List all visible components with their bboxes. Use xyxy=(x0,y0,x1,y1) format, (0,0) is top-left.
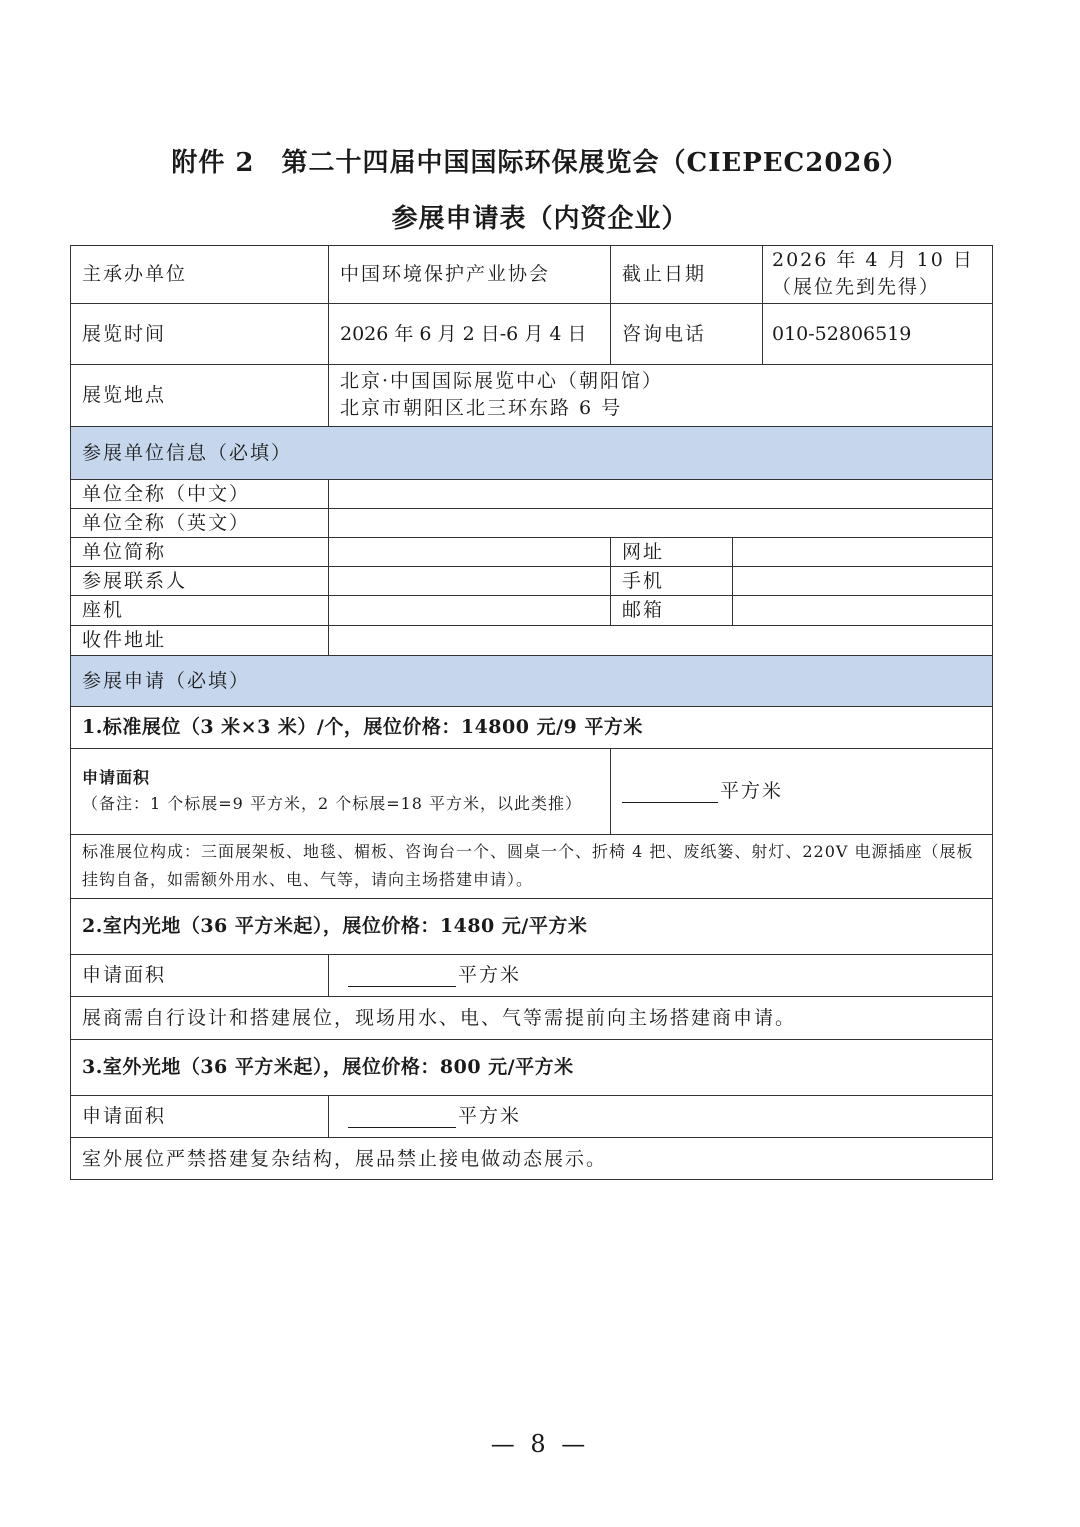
grid-line xyxy=(70,508,992,509)
booth1-area-label-text: 申请面积 xyxy=(82,768,151,787)
name-cn-label-text: 单位全称（中文） xyxy=(82,482,251,505)
application-section-header xyxy=(70,655,992,706)
booth1-area-field[interactable] xyxy=(610,748,992,834)
mobile-label-text: 手机 xyxy=(622,569,665,592)
grid-line xyxy=(610,748,611,834)
email-label-text: 邮箱 xyxy=(622,599,665,621)
venue-label-text: 展览地点 xyxy=(82,384,167,406)
application-header-text: 参展申请（必填） xyxy=(82,669,251,692)
booth2-note xyxy=(70,996,992,1039)
grid-line xyxy=(70,245,71,1180)
organizer-value-text: 中国环境保护产业协会 xyxy=(340,263,551,285)
name-en-label-text: 单位全称（英文） xyxy=(82,511,251,534)
booth3-area-label xyxy=(70,1095,328,1137)
address-label-text: 收件地址 xyxy=(82,629,167,651)
landline-label-text: 座机 xyxy=(82,599,125,621)
short-name-field[interactable] xyxy=(328,537,610,566)
venue-label xyxy=(70,364,328,426)
grid-line xyxy=(70,996,992,997)
booth2-area-blank[interactable] xyxy=(348,964,456,987)
company-info-section-header xyxy=(70,426,992,479)
booth2-note-text: 展商需自行设计和搭建展位，现场用水、电、气等需提前向主场搭建商申请。 xyxy=(82,1006,797,1029)
form-title-line1: 附件 2 第二十四届中国国际环保展览会（CIEPEC2026） xyxy=(171,148,909,178)
deadline-label xyxy=(610,245,762,303)
name-cn-field[interactable] xyxy=(328,479,992,508)
name-en-field[interactable] xyxy=(328,508,992,537)
address-field[interactable] xyxy=(328,625,992,655)
grid-line xyxy=(70,1039,992,1040)
grid-line xyxy=(70,748,992,749)
grid-line xyxy=(328,1095,329,1137)
venue-value xyxy=(328,364,992,426)
booth2-area-label-text: 申请面积 xyxy=(82,964,167,986)
venue-name-text: 北京·中国国际展览中心（朝阳馆） xyxy=(340,370,664,392)
organizer-value xyxy=(328,245,610,303)
booth1-title xyxy=(70,706,992,748)
short-name-label-text: 单位简称 xyxy=(82,540,167,563)
time-value-text: 2026 年 6 月 2 日-6 月 4 日 xyxy=(340,322,587,345)
booth3-area-field[interactable] xyxy=(328,1095,992,1137)
contact-label xyxy=(70,566,328,595)
grid-line xyxy=(70,479,992,480)
booth3-unit-text: 平方米 xyxy=(458,1105,522,1127)
grid-line xyxy=(328,479,329,655)
venue-address-text: 北京市朝阳区北三环东路 6 号 xyxy=(340,397,623,419)
grid-line xyxy=(328,245,329,426)
grid-line xyxy=(732,537,733,625)
grid-line xyxy=(70,595,992,596)
grid-line xyxy=(328,954,329,996)
deadline-date-text: 2026 年 4 月 10 日 xyxy=(772,249,974,271)
booth1-area-note-text: （备注：1 个标展=9 平方米，2 个标展=18 平方米，以此类推） xyxy=(82,794,583,813)
email-label xyxy=(610,595,732,625)
website-field[interactable] xyxy=(732,537,992,566)
booth3-area-blank[interactable] xyxy=(348,1105,456,1128)
grid-line xyxy=(70,706,992,707)
grid-line xyxy=(70,655,992,656)
booth1-composition xyxy=(70,834,992,898)
time-label xyxy=(70,303,328,364)
grid-line xyxy=(70,954,992,955)
grid-line xyxy=(70,303,992,304)
grid-line xyxy=(610,537,611,625)
name-en-label xyxy=(70,508,328,537)
booth3-note xyxy=(70,1137,992,1180)
booth1-area-label xyxy=(70,748,610,834)
name-cn-label xyxy=(70,479,328,508)
organizer-label xyxy=(70,245,328,303)
grid-line xyxy=(70,426,992,427)
company-info-header-text: 参展单位信息（必填） xyxy=(82,441,293,464)
grid-line xyxy=(70,537,992,538)
booth3-title-text: 3.室外光地（36 平方米起），展位价格：800 元/平方米 xyxy=(82,1056,574,1078)
grid-line xyxy=(70,1137,992,1138)
phone-label xyxy=(610,303,762,364)
booth2-area-field[interactable] xyxy=(328,954,992,996)
email-field[interactable] xyxy=(732,595,992,625)
grid-line xyxy=(610,245,611,364)
booth3-area-label-text: 申请面积 xyxy=(82,1105,167,1127)
deadline-value xyxy=(762,245,992,303)
grid-line xyxy=(992,245,993,1180)
grid-line xyxy=(70,364,992,365)
booth1-composition-text: 标准展位构成：三面展架板、地毯、楣板、咨询台一个、圆桌一个、折椅 4 把、废纸篓、射灯、220V 电源插座（展板挂钩自备，如需额外用水、电、气等，请向主场搭建申请）。 xyxy=(82,842,974,889)
phone-label-text: 咨询电话 xyxy=(622,322,707,345)
landline-label xyxy=(70,595,328,625)
grid-line xyxy=(70,898,992,899)
form-title-line2: 参展申请表（内资企业） xyxy=(391,204,689,234)
booth2-title-text: 2.室内光地（36 平方米起），展位价格：1480 元/平方米 xyxy=(82,915,588,937)
booth2-title xyxy=(70,898,992,954)
booth2-unit-text: 平方米 xyxy=(458,964,522,986)
grid-line xyxy=(70,625,992,626)
deadline-label-text: 截止日期 xyxy=(622,263,707,285)
grid-line xyxy=(70,1095,992,1096)
booth2-area-label xyxy=(70,954,328,996)
grid-line xyxy=(70,245,992,246)
phone-value xyxy=(762,303,992,364)
contact-label-text: 参展联系人 xyxy=(82,569,188,592)
booth3-title xyxy=(70,1039,992,1095)
time-value xyxy=(328,303,610,364)
website-label-text: 网址 xyxy=(622,540,665,563)
booth1-area-blank[interactable] xyxy=(622,780,718,803)
phone-value-text: 010-52806519 xyxy=(772,322,912,345)
booth1-title-text: 1.标准展位（3 米×3 米）/个，展位价格：14800 元/9 平方米 xyxy=(82,716,643,738)
organizer-label-text: 主承办单位 xyxy=(82,263,188,285)
grid-line xyxy=(70,1179,993,1180)
grid-line xyxy=(70,566,992,567)
page-number: — 8 — xyxy=(490,1430,590,1458)
mobile-label xyxy=(610,566,732,595)
grid-line xyxy=(70,834,992,835)
website-label xyxy=(610,537,732,566)
mobile-field[interactable] xyxy=(732,566,992,595)
short-name-label xyxy=(70,537,328,566)
address-label xyxy=(70,625,328,655)
booth3-note-text: 室外展位严禁搭建复杂结构，展品禁止接电做动态展示。 xyxy=(82,1147,608,1170)
time-label-text: 展览时间 xyxy=(82,322,167,345)
landline-field[interactable] xyxy=(328,595,610,625)
deadline-note-text: （展位先到先得） xyxy=(772,276,941,298)
grid-line xyxy=(762,245,763,364)
booth1-unit-text: 平方米 xyxy=(720,780,784,802)
contact-field[interactable] xyxy=(328,566,610,595)
